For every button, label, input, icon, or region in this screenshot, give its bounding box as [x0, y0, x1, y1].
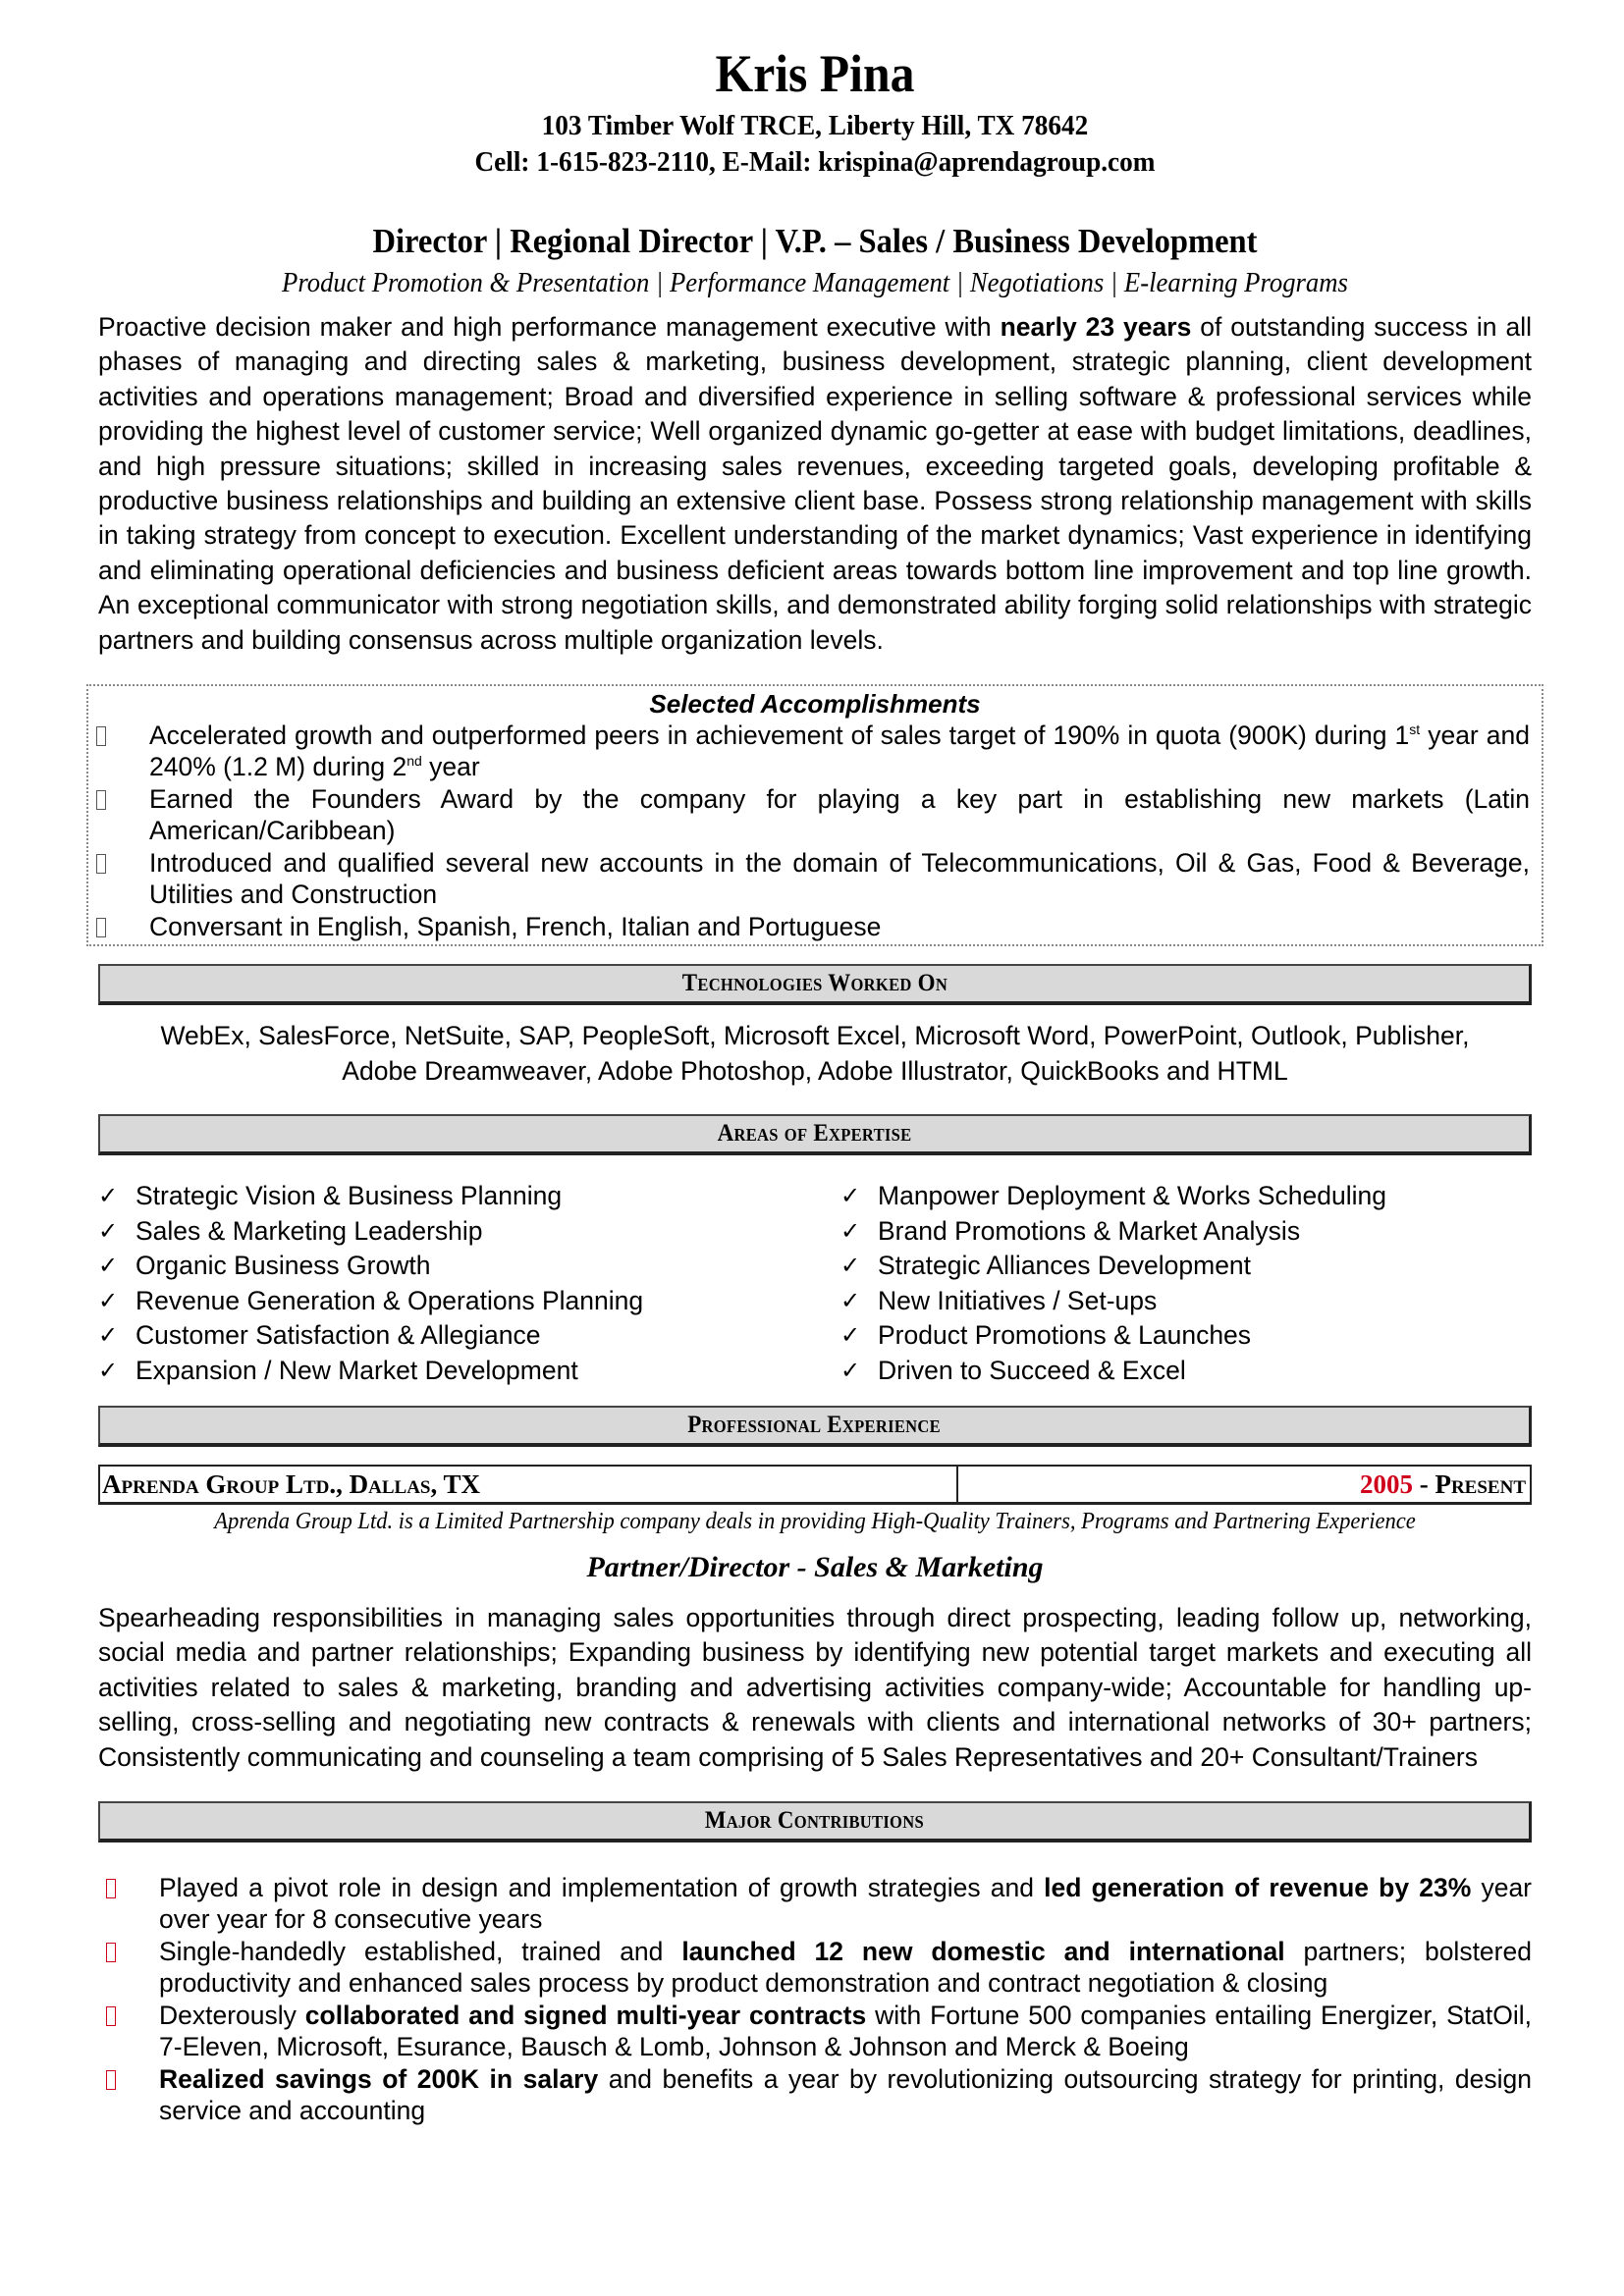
checkmark-icon: ✓ — [98, 1183, 119, 1210]
accomplishments-box — [86, 684, 1543, 947]
item-bold-text: launched 12 new domestic and international — [681, 1936, 1285, 1966]
missing-glyph-bullet-icon — [106, 1879, 116, 1898]
accomplishments-list — [88, 720, 1542, 943]
dates-cell — [958, 1467, 1530, 1502]
missing-glyph-bullet-icon — [106, 2070, 116, 2090]
list-item — [98, 2000, 1532, 2063]
date-separator: - — [1412, 1468, 1435, 1499]
checkmark-icon: ✓ — [840, 1357, 861, 1384]
company-name: Aprenda Group Ltd., Dallas, TX — [102, 1468, 481, 1499]
item-text: Played a pivot role in design and implementation of growth strategies and — [159, 1872, 1045, 1902]
item-text: year over year for 8 consecutive years — [159, 1872, 1533, 1935]
expertise-label: Customer Satisfaction & Allegiance — [135, 1320, 541, 1351]
section-title: Technologies Worked On — [681, 970, 947, 997]
role-description: Spearheading responsibilities in managing sales opportunities through direct prospecting, leading follow up, networking, social media and partner relationships; Expanding business by identifying new potential target markets and executing all activities related to sales & marketing, branding and advertising activities company-wide; Accountable for handling up-selling, cross-selling and negotiating new contracts & renewals with clients and international networks of 30+ partners; Consistently communicating and counseling a team comprising of 5 Sales Representatives and 20+ Consultant/Trainers — [98, 1603, 1532, 1772]
checkmark-icon: ✓ — [98, 1217, 119, 1245]
company-description: Aprenda Group Ltd. is a Limited Partnership company deals in providing High-Quality Trainers, Programs and Partnering Experience — [214, 1509, 1416, 1535]
role-title: Partner/Director - Sales & Marketing — [586, 1551, 1044, 1584]
checkmark-icon: ✓ — [98, 1357, 119, 1384]
technologies-line: WebEx, SalesForce, NetSuite, SAP, PeopleSoft, Microsoft Excel, Microsoft Word, PowerPoint, Outlook, Publisher, — [160, 1021, 1470, 1051]
checkmark-icon: ✓ — [840, 1287, 861, 1314]
item-text: Single-handedly established, trained and — [159, 1936, 682, 1966]
end-date: Present — [1435, 1468, 1526, 1499]
item-text: with Fortune 500 companies entailing Energizer, StatOil, 7-Eleven, Microsoft, Esurance, Bausch & Lomb, Johnson & Johnson and Merck & Boeing — [159, 2000, 1533, 2062]
missing-glyph-bullet-icon — [96, 790, 106, 810]
list-item — [88, 847, 1542, 911]
expertise-label: Product Promotions & Launches — [878, 1320, 1252, 1351]
checkmark-icon: ✓ — [98, 1253, 119, 1280]
ordinal-suffix: nd — [406, 753, 422, 770]
expertise-label: Strategic Alliances Development — [878, 1251, 1252, 1281]
item-bold-text: led generation of revenue by 23% — [1044, 1872, 1472, 1902]
summary-text: of outstanding success in all phases of managing and directing sales & marketing, business development, strategic planning, client development activities and operations management; Broad and diversified experience in selling software & professional services while providing the highest level of customer service; Well organized dynamic go-getter at ease with budget limitations, deadlines, and high pressure situations; skilled in increasing sales revenues, exceeding targeted goals, developing profitable & productive business relationships and building an extensive client base. Possess strong relationship management with skills in taking strategy from concept to execution. Excellent understanding of the market dynamics; Vast experience in identifying and eliminating operational deficiencies and business deficient areas towards bottom line improvement and top line growth. An exceptional communicator with strong negotiation skills, and demonstrated ability forging solid relationships with strategic partners and building consensus across multiple organization levels. — [98, 312, 1532, 655]
expertise-grid — [98, 1179, 1532, 1388]
missing-glyph-bullet-icon — [96, 854, 106, 874]
contributions-list — [98, 1872, 1532, 2127]
list-item — [98, 1872, 1532, 1936]
expertise-item — [840, 1249, 1532, 1284]
missing-glyph-bullet-icon — [96, 918, 106, 937]
summary-paragraph — [98, 310, 1532, 658]
summary-text: Proactive decision maker and high performance management executive with — [98, 312, 1001, 342]
contact-info: Cell: 1-615-823-2110, E-Mail: krispina@aprendagroup.com — [474, 146, 1156, 178]
item-text: Dexterously — [159, 2000, 305, 2030]
checkmark-icon: ✓ — [98, 1322, 119, 1350]
item-text: Conversant in English, Spanish, French, Italian and Portuguese — [149, 911, 882, 941]
expertise-label: Manpower Deployment & Works Scheduling — [878, 1181, 1386, 1211]
expertise-item — [98, 1354, 815, 1389]
expertise-item — [98, 1179, 815, 1214]
item-text: partners; bolstered productivity and enhanced sales process by product demonstration and contract negotiation & closing — [159, 1936, 1532, 1999]
section-header-experience — [98, 1406, 1532, 1447]
resume-page — [98, 39, 1532, 2127]
checkmark-icon: ✓ — [840, 1217, 861, 1245]
item-text: Accelerated growth and outperformed peers in achievement of sales target of 190% in quota (900K) during 1 — [149, 720, 1410, 750]
section-header-contributions — [98, 1801, 1532, 1842]
subline: Product Promotion & Presentation | Performance Management | Negotiations | E-learning Programs — [282, 267, 1348, 298]
section-title: Areas of Expertise — [717, 1120, 912, 1148]
item-text: and benefits a year by revolutionizing outsourcing strategy for printing, design service and accounting — [159, 2063, 1532, 2126]
section-header-technologies — [98, 964, 1532, 1005]
section-header-expertise — [98, 1114, 1532, 1155]
ordinal-suffix: st — [1409, 721, 1421, 737]
company-row — [98, 1465, 1532, 1505]
headline: Director | Regional Director | V.P. – Sales / Business Development — [372, 222, 1258, 260]
accomplishments-title: Selected Accomplishments — [649, 688, 981, 719]
list-item — [98, 1936, 1532, 2000]
expertise-item — [840, 1179, 1532, 1214]
summary-bold: nearly 23 years — [1000, 312, 1192, 342]
item-bold-text: collaborated and signed multi-year contracts — [304, 2000, 867, 2030]
expertise-label: New Initiatives / Set-ups — [878, 1285, 1158, 1315]
checkmark-icon: ✓ — [840, 1183, 861, 1210]
expertise-item — [98, 1249, 815, 1284]
expertise-item — [840, 1318, 1532, 1354]
expertise-item — [840, 1284, 1532, 1319]
address: 103 Timber Wolf TRCE, Liberty Hill, TX 78642 — [541, 110, 1089, 141]
list-item — [88, 783, 1542, 847]
expertise-label: Brand Promotions & Market Analysis — [878, 1215, 1301, 1246]
item-text: Introduced and qualified several new accounts in the domain of Telecommunications, Oil & Gas, Food & Beverage, Utilities and Construction — [149, 847, 1530, 910]
expertise-label: Strategic Vision & Business Planning — [135, 1181, 563, 1211]
list-item — [88, 720, 1542, 783]
item-bold-text: Realized savings of 200K in salary — [159, 2063, 599, 2094]
start-year: 2005 — [1359, 1468, 1413, 1499]
missing-glyph-bullet-icon — [96, 726, 106, 746]
missing-glyph-bullet-icon — [106, 1943, 116, 1962]
item-text: year — [421, 752, 480, 782]
expertise-label: Expansion / New Market Development — [135, 1355, 578, 1385]
item-text: Earned the Founders Award by the company for playing a key part in establishing new markets (Latin American/Caribbean) — [149, 783, 1530, 846]
expertise-item — [840, 1354, 1532, 1389]
expertise-item — [98, 1284, 815, 1319]
expertise-label: Driven to Succeed & Excel — [878, 1355, 1186, 1385]
section-title: Major Contributions — [704, 1806, 925, 1834]
expertise-label: Sales & Marketing Leadership — [135, 1215, 483, 1246]
expertise-item — [98, 1214, 815, 1250]
expertise-item — [840, 1214, 1532, 1250]
checkmark-icon: ✓ — [840, 1322, 861, 1350]
expertise-item — [98, 1318, 815, 1354]
technologies-list — [98, 1019, 1532, 1089]
list-item — [88, 911, 1542, 943]
section-title: Professional Experience — [687, 1412, 942, 1439]
item-text: year and 240% (1.2 M) during 2 — [149, 720, 1530, 782]
expertise-column-left — [98, 1179, 815, 1388]
list-item — [98, 2063, 1532, 2127]
candidate-name: Kris Pina — [715, 44, 915, 103]
expertise-column-right — [815, 1179, 1532, 1388]
checkmark-icon: ✓ — [98, 1287, 119, 1314]
expertise-label: Organic Business Growth — [135, 1251, 431, 1281]
expertise-label: Revenue Generation & Operations Planning — [135, 1285, 644, 1315]
checkmark-icon: ✓ — [840, 1253, 861, 1280]
company-cell — [100, 1467, 958, 1502]
technologies-line: Adobe Dreamweaver, Adobe Photoshop, Adobe Illustrator, QuickBooks and HTML — [342, 1055, 1288, 1086]
missing-glyph-bullet-icon — [106, 2006, 116, 2026]
